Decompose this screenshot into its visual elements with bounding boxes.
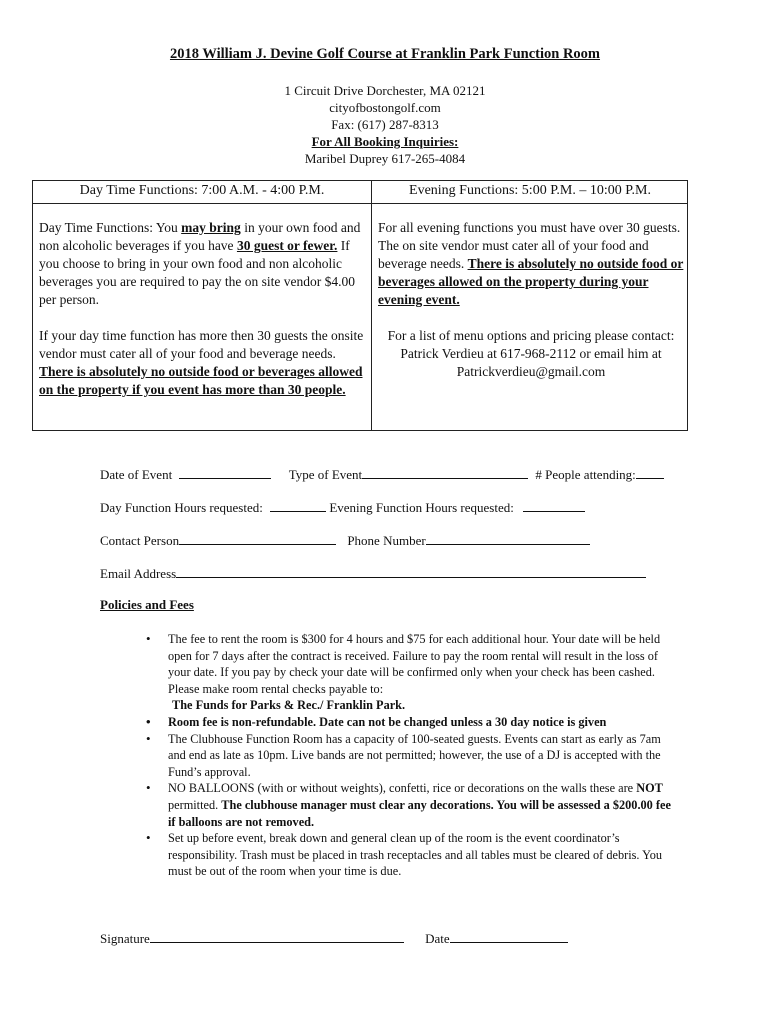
signature-row	[100, 930, 568, 947]
policy-text: permitted.	[168, 797, 222, 812]
text-run: Day Time Functions: You	[39, 220, 182, 235]
evening-hours-field[interactable]	[523, 499, 585, 512]
phone-number-label: Phone Number	[347, 533, 426, 548]
text-run: If you choose to bring in your own food and non alcoholic beverages you are required to pay the on site vendor $4.00 per person.	[39, 238, 356, 307]
day-hours-label: Day Function Hours requested:	[100, 500, 263, 515]
day-functions-heading: Day Time Functions: 7:00 A.M. - 4:00 P.M.	[79, 183, 325, 198]
text-run: The on site vendor must cater all of your food and beverage needs.	[378, 238, 649, 271]
payable-to: The Funds for Parks & Rec./ Franklin Park.	[172, 698, 406, 713]
evening-paragraph-2	[378, 237, 684, 309]
fax: Fax: (617) 287-8313	[331, 117, 439, 132]
booking-label: For All Booking Inquiries:	[311, 134, 459, 149]
date-of-event-field[interactable]	[179, 466, 271, 479]
text-run-emphasis: 30 guest or fewer.	[236, 238, 338, 253]
policy-item	[168, 780, 678, 830]
functions-table	[32, 180, 688, 431]
policy-text-bold: NOT	[636, 781, 663, 796]
form-row-event	[100, 466, 664, 483]
date-of-event-label: Date of Event	[100, 467, 173, 482]
evening-paragraph-1: For all evening functions you must have over 30 guests.	[378, 220, 681, 235]
text-run: If your day time function has more then 30 guests the onsite vendor must cater all of your food and beverage needs.	[39, 328, 364, 361]
day-paragraph-1	[39, 219, 369, 309]
policy-item	[168, 631, 678, 714]
policy-text-bold: The clubhouse manager must clear any decorations. You will be assessed a $200.00 fee if balloons are not removed.	[168, 797, 671, 829]
page-title: 2018 William J. Devine Golf Course at Franklin Park Function Room	[169, 46, 601, 62]
signature-field[interactable]	[150, 930, 404, 943]
text-run-emphasis: There is absolutely no outside food or beverages allowed on the property during your evening event.	[378, 256, 684, 307]
day-functions-text	[39, 219, 369, 399]
form-row-hours	[100, 499, 585, 516]
email-address-label: Email Address	[100, 566, 177, 581]
form-row-contact	[100, 532, 590, 549]
contact-header	[0, 82, 770, 167]
email-address-field[interactable]	[176, 565, 646, 578]
day-paragraph-2	[39, 327, 369, 399]
evening-functions-text	[378, 219, 684, 381]
policy-item: • Room fee is non-refundable. Date can not be changed unless a 30 day notice is given	[168, 714, 678, 731]
evening-paragraph-3: For a list of menu options and pricing please contact: Patrick Verdieu at 617-968-2112 or email him at Patrickverdieu@gmail.com	[387, 328, 675, 379]
website: cityofbostongolf.com	[329, 100, 441, 115]
signature-label: Signature	[100, 931, 150, 946]
text-run-emphasis: There is absolutely no outside food or beverages allowed on the property if you event has more than 30 people.	[39, 364, 363, 397]
evening-functions-heading: Evening Functions: 5:00 P.M. – 10:00 P.M.	[409, 183, 651, 198]
contact-person-label: Contact Person	[100, 533, 180, 548]
column-divider	[371, 181, 372, 430]
type-of-event-label: Type of Event	[288, 467, 363, 482]
people-attending-field[interactable]	[636, 466, 664, 479]
booking-contact: Maribel Duprey 617-265-4084	[304, 151, 466, 166]
day-hours-field[interactable]	[270, 499, 326, 512]
header-divider	[33, 203, 687, 204]
type-of-event-field[interactable]	[362, 466, 528, 479]
policy-text: The fee to rent the room is $300 for 4 hours and $75 for each additional hour. Your date will be held open for 7 days after the contract is received. Failure to pay the room rental will result in the loss of your date. If you pay by check your date will be confirmed only when your check has been cashed. Please make room rental checks payable to:	[168, 632, 661, 696]
address: 1 Circuit Drive Dorchester, MA 02121	[284, 83, 486, 98]
date-label: Date	[425, 931, 450, 946]
contact-person-field[interactable]	[179, 532, 336, 545]
date-field[interactable]	[450, 930, 568, 943]
evening-hours-label: Evening Function Hours requested:	[329, 500, 514, 515]
policies-title: Policies and Fees	[100, 597, 194, 612]
policies-list	[168, 631, 678, 880]
policy-item: • The Clubhouse Function Room has a capacity of 100-seated guests. Events can start as early as 7am and end as late as 10pm. Live bands are not permitted; however, the use of a DJ is accepted with the Fund’s approval.	[168, 731, 678, 781]
phone-number-field[interactable]	[426, 532, 590, 545]
text-run: in your own food and non alcoholic beverages if you have	[39, 220, 361, 253]
form-row-email	[100, 565, 646, 582]
policy-text: NO BALLOONS (with or without weights), confetti, rice or decorations on the walls these are	[168, 781, 637, 796]
policy-item: • Set up before event, break down and general clean up of the room is the event coordinator’s responsibility. Trash must be placed in trash receptacles and all tables must be cleared of debris. You must be out of the room when your time is due.	[168, 830, 678, 880]
people-attending-label: # People attending:	[535, 467, 636, 482]
text-run-emphasis: may bring	[181, 220, 241, 235]
